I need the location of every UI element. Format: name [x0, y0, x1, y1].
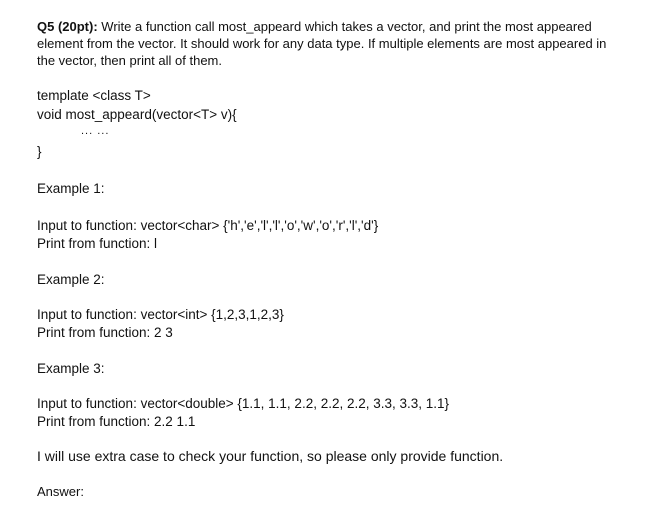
example-1-body [37, 217, 622, 253]
answer-label: Answer: [37, 484, 84, 499]
template-line: template <class T> [37, 88, 151, 103]
example-1-output: Print from function: l [37, 236, 158, 251]
example-1-heading: Example 1: [37, 181, 105, 196]
example-3-body [37, 395, 622, 431]
instruction-note: I will use extra case to check your function, so please only provide function. [37, 448, 504, 464]
function-signature-block [37, 86, 622, 161]
example-3-output: Print from function: 2.2 1.1 [37, 414, 196, 429]
question-text: Write a function call most_appeard which takes a vector, and print the most appeared element from the vector. It should work for any data type. If multiple elements are most appeared in the vector, then print all of them. [37, 19, 607, 68]
question-number: Q5 (20pt): [37, 19, 98, 34]
closing-brace: } [37, 144, 42, 159]
function-signature-line: void most_appeard(vector<T> v){ [37, 107, 237, 122]
example-2-heading: Example 2: [37, 272, 105, 287]
example-2-body [37, 306, 622, 342]
body-ellipsis: ... ... [81, 125, 110, 137]
example-3-heading: Example 3: [37, 361, 105, 376]
example-3-input: Input to function: vector<double> {1.1, 1.1, 2.2, 2.2, 2.2, 3.3, 3.3, 1.1} [37, 396, 450, 411]
question-document [37, 18, 622, 500]
question-prompt [37, 18, 622, 69]
example-2-output: Print from function: 2 3 [37, 325, 173, 340]
example-1-input: Input to function: vector<char> {'h','e','l','l','o','w','o','r','l','d'} [37, 218, 379, 233]
example-2-input: Input to function: vector<int> {1,2,3,1,2,3} [37, 307, 284, 322]
